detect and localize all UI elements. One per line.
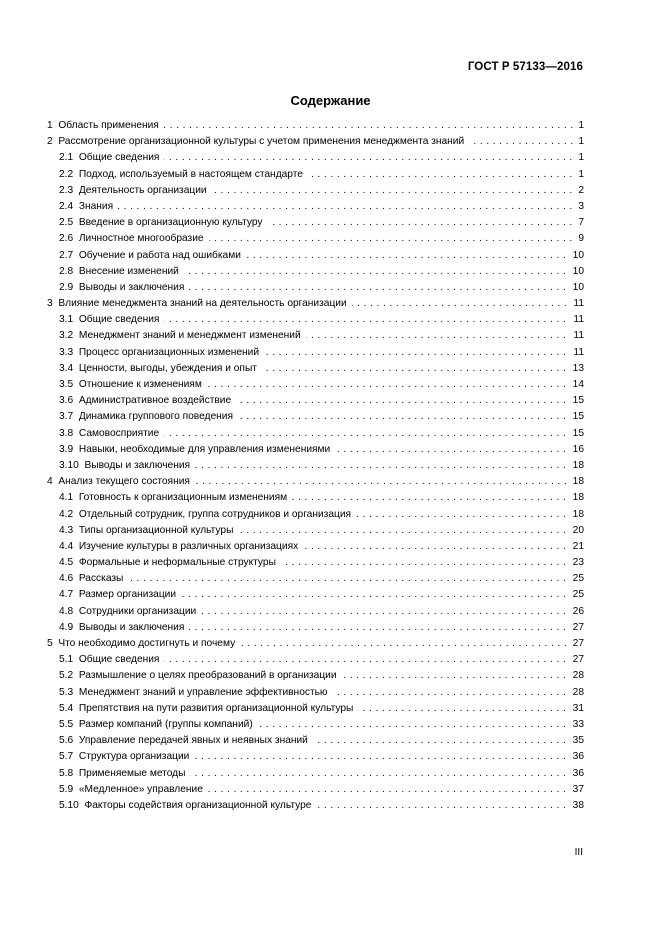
- toc-entry-page: 20: [568, 523, 584, 539]
- toc-entry[interactable]: [47, 264, 584, 280]
- toc-entry-text: Динамика группового поведения: [78, 411, 233, 423]
- toc-entry-label: [59, 525, 238, 536]
- toc-entry[interactable]: [47, 571, 584, 587]
- toc-entry-number: 4.8: [59, 605, 74, 617]
- toc-entry-page: 18: [568, 458, 584, 474]
- toc-entry-page: 33: [568, 717, 584, 733]
- toc-entry-label: [59, 719, 258, 730]
- toc-entry-number: 1: [47, 120, 53, 131]
- toc-entry-text: Деятельность организации: [78, 184, 207, 196]
- toc-entry-number: 2.6: [59, 233, 74, 245]
- toc-entry-label: [47, 476, 195, 487]
- toc-entry-text: Готовность к организационным изменениям: [78, 492, 288, 504]
- toc-entry[interactable]: [47, 685, 584, 701]
- toc-entry-number: 3.2: [59, 330, 74, 342]
- toc-entry[interactable]: [47, 150, 584, 166]
- toc-entry[interactable]: [47, 167, 584, 183]
- toc-entry-page: 14: [568, 377, 584, 393]
- toc-entry-page: 28: [568, 668, 584, 684]
- toc-entry-page: 18: [568, 507, 584, 523]
- toc-entry-text: Выводы и заключения: [78, 281, 185, 293]
- toc-entry-label: [59, 395, 236, 406]
- toc-entry[interactable]: [47, 426, 584, 442]
- toc-entry-number: 3.9: [59, 443, 74, 455]
- toc-entry-text: Размер организации: [78, 589, 177, 601]
- toc-entry-number: 5.6: [59, 735, 74, 747]
- toc-entry-text: Менеджмент знаний и управление эффективностью: [78, 686, 328, 698]
- toc-entry[interactable]: [47, 442, 584, 458]
- toc-entry-label: [59, 282, 189, 293]
- toc-entry-text: Анализ текущего состояния: [58, 476, 190, 488]
- toc-entry-label: [47, 298, 352, 309]
- toc-entry-text: Менеджмент знаний и менеджмент изменений: [78, 330, 301, 342]
- toc-entry-number: 4.4: [59, 540, 74, 552]
- toc-entry-label: [59, 541, 303, 552]
- toc-entry-number: 3.4: [59, 362, 74, 374]
- toc-entry-label: [59, 330, 306, 341]
- toc-entry-label: [47, 136, 469, 147]
- toc-entry-text: Структура организации: [78, 751, 190, 763]
- toc-entry-number: 2.3: [59, 184, 74, 196]
- toc-entry-page: 21: [568, 539, 584, 555]
- toc-entry-label: [59, 233, 209, 244]
- toc-entry-number: 5.7: [59, 751, 74, 763]
- toc-entry-page: 25: [568, 587, 584, 603]
- toc-entry-page: 28: [568, 685, 584, 701]
- document-code: ГОСТ Р 57133—2016: [467, 61, 583, 73]
- toc-entry-label: [59, 751, 194, 762]
- toc-entry-label: [59, 444, 335, 455]
- toc-entry-label: [59, 169, 308, 180]
- toc-entry[interactable]: [47, 296, 584, 312]
- toc-entry[interactable]: [47, 539, 584, 555]
- toc-entry-number: 4.5: [59, 557, 74, 569]
- toc-entry[interactable]: [47, 474, 584, 490]
- toc-entry-label: [59, 217, 268, 228]
- toc-entry-number: 3: [47, 298, 53, 310]
- toc-entry-text: Отношение к изменениям: [78, 379, 202, 390]
- toc-entry-text: Отдельный сотрудник, группа сотрудников и организация: [78, 508, 352, 520]
- toc-entry-number: 4.6: [59, 573, 74, 585]
- toc-entry-label: [59, 152, 164, 163]
- toc-entry-number: 3.3: [59, 346, 74, 358]
- toc-entry-text: Изучение культуры в различных организациях: [78, 540, 299, 552]
- toc-entry-page: 27: [568, 636, 584, 652]
- toc-entry-number: 5.1: [59, 654, 74, 666]
- toc-entry-page: 18: [568, 490, 584, 506]
- toc-entry-label: [59, 347, 264, 358]
- toc-entry-number: 2.4: [59, 200, 74, 212]
- toc-entry[interactable]: [47, 555, 584, 571]
- toc-entry-label: [59, 557, 281, 568]
- toc-entry[interactable]: [47, 377, 584, 393]
- toc-entry-text: Введение в организационную культуру: [78, 217, 263, 229]
- toc-entry-text: Ценности, выгоды, убеждения и опыт: [78, 362, 257, 374]
- toc-entry-label: [59, 735, 313, 746]
- toc-entry-page: 11: [568, 296, 584, 312]
- toc-entry-label: [59, 589, 181, 600]
- toc-entry-text: Внесение изменений: [78, 265, 179, 277]
- toc-entry-number: 3.7: [59, 411, 74, 423]
- toc-entry-label: [59, 201, 118, 212]
- toc-entry[interactable]: [47, 604, 584, 620]
- toc-entry[interactable]: [47, 749, 584, 765]
- toc-entry[interactable]: [47, 620, 584, 636]
- toc-entry-number: 2: [47, 136, 53, 148]
- toc-entry-text: «Медленное» управление: [78, 783, 203, 795]
- toc-entry-page: 25: [568, 571, 584, 587]
- toc-entry-label: [59, 185, 212, 196]
- toc-entry-text: Самовосприятие: [78, 427, 160, 439]
- toc-entry-text: Применяемые методы: [78, 767, 186, 779]
- toc-title: Содержание: [290, 93, 371, 108]
- toc-entry-text: Общие сведения: [78, 654, 160, 666]
- toc-entry-page: 18: [568, 474, 584, 490]
- toc-entry[interactable]: [47, 523, 584, 539]
- toc-entry-page: 1: [573, 150, 584, 166]
- toc-entry-label: [59, 411, 238, 422]
- toc-entry-text: Типы организационной культуры: [78, 524, 234, 536]
- toc-entry-text: Область применения: [58, 120, 159, 131]
- toc-entry-number: 5.5: [59, 718, 74, 730]
- toc-entry[interactable]: [47, 717, 584, 733]
- toc-entry-label: [47, 120, 164, 131]
- toc-entry-number: 2.2: [59, 168, 74, 180]
- toc-entry-number: 5.3: [59, 686, 74, 698]
- toc-entry[interactable]: [47, 393, 584, 409]
- toc-entry-number: 5.10: [59, 799, 79, 811]
- toc-entry-label: [59, 509, 356, 520]
- toc-entry-label: [59, 687, 333, 698]
- toc-entry-label: [59, 363, 262, 374]
- toc-entry-label: [59, 800, 316, 811]
- toc-entry[interactable]: [47, 701, 584, 717]
- toc-entry-page: 1: [573, 118, 584, 134]
- toc-entry[interactable]: [47, 636, 584, 652]
- toc-entry-label: [59, 784, 208, 795]
- toc-entry[interactable]: [47, 345, 584, 361]
- toc-entry-number: 4.7: [59, 589, 74, 601]
- toc-entry-text: Факторы содействия организационной культуре: [84, 799, 312, 811]
- toc-entry-label: [59, 670, 342, 681]
- toc-entry-page: 11: [568, 312, 584, 328]
- toc-entry-number: 2.9: [59, 281, 74, 293]
- toc-entry-number: 5.2: [59, 670, 74, 682]
- toc-entry-text: Формальные и неформальные структуры: [78, 557, 276, 569]
- toc-entry-label: [59, 703, 358, 714]
- toc-entry[interactable]: [47, 183, 584, 199]
- toc-entry-text: Что необходимо достигнуть и почему: [58, 638, 236, 649]
- toc-entry[interactable]: [47, 458, 584, 474]
- toc-entry-number: 2.5: [59, 217, 74, 229]
- toc-entry-page: 13: [568, 361, 584, 377]
- toc-entry[interactable]: [47, 668, 584, 684]
- toc-entry-label: [59, 654, 164, 665]
- toc-entry-page: 23: [568, 555, 584, 571]
- toc-entry-text: Знания: [78, 200, 114, 212]
- toc-entry-number: 2.7: [59, 249, 74, 261]
- toc-entry-number: 3.10: [59, 459, 79, 471]
- toc-entry[interactable]: [47, 248, 584, 264]
- page-number: III: [574, 847, 583, 858]
- toc-entry-page: 37: [568, 782, 584, 798]
- toc-entry[interactable]: [47, 798, 584, 814]
- toc-entry-text: Сотрудники организации: [78, 605, 197, 617]
- toc-entry-page: 10: [568, 280, 584, 296]
- toc-entry-page: 38: [568, 798, 584, 814]
- toc-entry-label: [59, 606, 201, 617]
- toc-entry[interactable]: [47, 490, 584, 506]
- toc-entry-page: 36: [568, 749, 584, 765]
- toc-entry[interactable]: [47, 587, 584, 603]
- toc-entry-label: [59, 460, 195, 471]
- toc-entry-number: 2.1: [59, 152, 74, 164]
- toc-entry-page: 36: [568, 766, 584, 782]
- toc-entry-page: 1: [573, 134, 584, 150]
- toc-entry-text: Процесс организационных изменений: [78, 346, 260, 358]
- toc-entry[interactable]: [47, 361, 584, 377]
- toc-entry[interactable]: [47, 215, 584, 231]
- toc-entry-text: Общие сведения: [78, 152, 160, 164]
- toc-entry-text: Влияние менеджмента знаний на деятельность организации: [58, 298, 347, 310]
- toc-entry-page: 35: [568, 733, 584, 749]
- toc-entry-number: 4.9: [59, 621, 74, 633]
- toc-entry-label: [59, 622, 189, 633]
- toc-entry-label: [59, 314, 164, 325]
- toc-entry-label: [47, 638, 240, 649]
- toc-entry[interactable]: [47, 199, 584, 215]
- toc-entry-number: 4: [47, 476, 53, 488]
- toc-entry-page: 11: [568, 328, 584, 344]
- toc-entry-text: Размер компаний (группы компаний): [78, 718, 253, 730]
- toc-entry-page: 10: [568, 248, 584, 264]
- toc-entry-text: Управление передачей явных и неявных знаний: [78, 735, 308, 747]
- toc-entry-text: Рассказы: [78, 573, 124, 585]
- toc-entry-text: Выводы и заключения: [84, 459, 191, 471]
- toc-entry-text: Препятствия на пути развития организационной культуры: [78, 702, 354, 714]
- toc-entry-number: 5: [47, 638, 53, 649]
- toc-entry-page: 27: [568, 652, 584, 668]
- toc-entry-page: 7: [573, 215, 584, 231]
- toc-entry-page: 10: [568, 264, 584, 280]
- toc-entry-page: 15: [568, 409, 584, 425]
- toc-entry[interactable]: [47, 409, 584, 425]
- toc-entry[interactable]: [47, 507, 584, 523]
- toc-entry-text: Навыки, необходимые для управления изменениями: [78, 443, 331, 455]
- toc-entry-number: 4.1: [59, 492, 74, 504]
- toc-entry-number: 4.3: [59, 524, 74, 536]
- toc-entry-text: Административное воздействие: [78, 395, 232, 407]
- toc-entry[interactable]: [47, 312, 584, 328]
- toc-entry-page: 15: [568, 426, 584, 442]
- toc-entry[interactable]: [47, 280, 584, 296]
- toc-entry-label: [59, 266, 184, 277]
- toc-entry-label: [59, 379, 207, 390]
- toc-entry-label: [59, 573, 128, 584]
- toc-entry-number: 3.6: [59, 395, 74, 407]
- toc-entry-label: [59, 768, 190, 779]
- toc-entry-page: 1: [573, 167, 584, 183]
- toc-entry-page: 3: [573, 199, 584, 215]
- toc-entry-page: 15: [568, 393, 584, 409]
- toc-entry-number: 5.8: [59, 767, 74, 779]
- toc-entry-page: 2: [573, 183, 584, 199]
- toc-entry-number: 2.8: [59, 265, 74, 277]
- toc-entry-text: Размышление о целях преобразований в организации: [78, 670, 337, 682]
- toc-entry-label: [59, 492, 292, 503]
- toc-entry-label: [59, 250, 246, 261]
- toc-entry-page: 16: [568, 442, 584, 458]
- toc-entry-number: 5.9: [59, 783, 74, 795]
- toc-entry[interactable]: [47, 766, 584, 782]
- toc-entry[interactable]: [47, 328, 584, 344]
- toc-entry-number: 3.1: [59, 314, 74, 326]
- toc-entry-page: 27: [568, 620, 584, 636]
- toc-entry-text: Рассмотрение организационной культуры с учетом применения менеджмента знаний: [58, 136, 465, 148]
- toc-entry-text: Личностное многообразие: [78, 233, 204, 245]
- toc-entry-number: 3.5: [59, 379, 74, 390]
- toc-entry[interactable]: [47, 134, 584, 150]
- toc-entry-label: [59, 428, 164, 439]
- toc-entry-text: Общие сведения: [78, 314, 160, 326]
- toc-entry[interactable]: [47, 118, 584, 134]
- toc-entry[interactable]: [47, 652, 584, 668]
- toc-entry[interactable]: [47, 231, 584, 247]
- toc-entry-page: 11: [568, 345, 584, 361]
- table-of-contents: [47, 118, 584, 814]
- toc-entry-page: 9: [573, 231, 584, 247]
- toc-entry[interactable]: [47, 733, 584, 749]
- toc-entry-page: 26: [568, 604, 584, 620]
- toc-entry[interactable]: [47, 782, 584, 798]
- toc-entry-number: 4.2: [59, 508, 74, 520]
- toc-entry-page: 31: [568, 701, 584, 717]
- toc-entry-number: 5.4: [59, 702, 74, 714]
- toc-entry-number: 3.8: [59, 427, 74, 439]
- toc-entry-text: Выводы и заключения: [78, 621, 185, 633]
- toc-entry-text: Обучение и работа над ошибками: [78, 249, 241, 261]
- toc-entry-text: Подход, используемый в настоящем стандарте: [78, 168, 303, 180]
